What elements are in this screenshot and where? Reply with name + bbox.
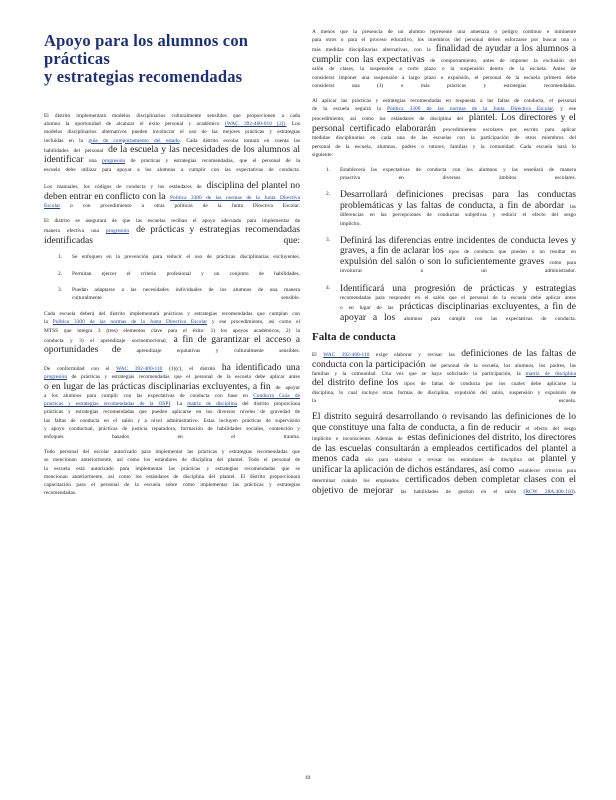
- list-number: 4.: [326, 284, 331, 291]
- list-item: [312, 236, 576, 276]
- text: de prácticas y estrategias recomendadas que el personal de la escuela debe aplicar antes: [71, 374, 300, 381]
- list-item: [44, 253, 300, 261]
- progression-link[interactable]: progresión: [44, 374, 68, 381]
- ospi-guide-link[interactable]: Conducta Guía de prácticas y estrategias recomendadas de la OSPI: [44, 393, 300, 408]
- text: . La: [170, 401, 183, 408]
- page-number: iii: [305, 774, 311, 781]
- list-item: [312, 166, 576, 182]
- text-large: certificados deben completar clases con el objetivo de mejorar: [312, 474, 576, 496]
- text: una: [88, 158, 97, 165]
- text: Cada escuela deberá del distrito implementará prácticas y estrategias recomendadas que cumplan con la: [44, 311, 300, 326]
- list-text: tipos de conducta que pueden o no resultar en: [448, 249, 576, 256]
- list-text: Se enfoquen en la prevención para reducir el uso de prácticas disciplinarias excluyentes.: [72, 254, 300, 261]
- text: aprendizaje equitativas y culturalmente sensibles.: [136, 348, 300, 355]
- paragraph-1: [312, 28, 576, 90]
- policy-3300-link[interactable]: Política 3300 de las normas de la Junta Directiva Escolar: [44, 194, 301, 210]
- text: de comportamiento, antes de imponer la exclusión del salón de clases, la suspensión a corto plazo o la suspensión dentro de la escuela. Antes de considerar imponer una suspensión a largo plazo o expulsión, el personal de la escuela primero debe considerar una (1) o más prácticas y estrategias recomendadas.: [312, 57, 576, 89]
- wac-link[interactable]: WAC 392-400-110: [116, 365, 163, 372]
- list-text-large: Definirá las diferencias entre incidentes de conducta leves y graves, a fin de aclarar los: [340, 234, 576, 257]
- rcw-link[interactable]: RCW 28A.400.110: [525, 488, 573, 495]
- discipline-matrix-link[interactable]: matriz de disciplina: [525, 371, 576, 378]
- policy-3300-link[interactable]: Política 3300 de las normas de la Junta Directiva Escolar: [387, 106, 553, 113]
- page-title: [44, 32, 300, 86]
- text: el efecto del sesgo implícito e inconsciente. Además de: [312, 425, 576, 443]
- list-item: [44, 286, 300, 302]
- progression-link[interactable]: progresión: [105, 228, 130, 235]
- text: El: [312, 352, 317, 359]
- paragraph-6: [44, 448, 300, 497]
- list-item: [312, 284, 576, 324]
- list-number: 1.: [58, 254, 63, 261]
- paragraph-1: [44, 112, 300, 174]
- list-text: recomendadas para responder en el salón que el personal de la escuela debe aplicar antes o en lugar de las: [340, 295, 576, 312]
- list-item: [312, 190, 576, 227]
- list-text: alumnos para cumplir con las expectativas de conducta.: [403, 315, 576, 322]
- title-line-2: y estrategias recomendadas: [44, 67, 243, 86]
- text: las habilidades de gestión en el salón (: [400, 488, 526, 495]
- paragraph-3: [44, 217, 300, 246]
- text: Los modelos disciplinarios alternativos pueden involucrar el uso de las mejores prácticas y estrategias incluidas en la: [44, 121, 300, 144]
- text: Al aplicar las prácticas y estrategias recomendadas en respuesta a las faltas de conducta, el personal de la escuela seguirá la: [312, 98, 576, 113]
- paragraph-2: [44, 181, 300, 210]
- wac-link[interactable]: (WAC 392-400-010 [2]).: [224, 121, 287, 128]
- text: El distrito implementará modelos disciplinarios culturalmente sensibles que proporcionen a cada alumno la oportunidad de alcanzar el éxito personal y académico: [44, 113, 300, 128]
- numbered-list: [312, 166, 576, 323]
- text-large: estas definiciones del distrito, los directores de las escuelas consultarán a empleados certificados del plantel a menos cada: [312, 432, 576, 465]
- progression-link[interactable]: progresión: [102, 158, 126, 165]
- policy-3300-link[interactable]: Política 3300 de las normas de la Junta Directiva Escolar: [52, 319, 208, 326]
- wac-link[interactable]: WAC 392-400-110: [323, 352, 370, 359]
- list-text-large: Identificará una progresión de prácticas y estrategias: [340, 282, 576, 294]
- text: de prácticas y estrategias recomendadas, que el personal de la escuela debe utilizar para apoyar a los alumnos a cumplir con las expectativas de conducta.: [44, 158, 300, 173]
- text: del distrito proporciona prácticas y estrategias recomendadas que pueden aplicarse en los diversos niveles de gravedad de las faltas de conducta en el salón y a nivel administrativo. Estas incluyen prácticas de supervisión y apoyo conductual, prácticas de justicia reparadora, formación de habilidades sociales, contención y enfoques basados en el trauma.: [44, 401, 300, 441]
- text: procedimientos escolares por escrito para aplicar medidas disciplinarias en cada una de las escuelas con la participación de otros miembros del personal de la escuela, alumnos, padres o tutores, familias y la comunidad. Cada escuela hará lo siguiente:: [312, 126, 576, 158]
- text: de apoyar a los alumnos para cumplir con las expectativas de conducta con base en: [44, 384, 300, 400]
- list-number: 2.: [326, 191, 331, 198]
- text: , y ese procedimiento, así como los estándares de disciplina del: [312, 106, 576, 123]
- text-large: plantel. Los directores y el personal certificado elaborarán: [312, 112, 576, 134]
- text: Todo personal del escolar autorizado para implementar las prácticas y estrategias recomendadas que se mencionan anteriormente, así como los estándares de disciplina del plantel. Todo el personal de la escuela está autorizado para implementar las prácticas y estrategias recomendadas que se mencionan anteriormente, así como los estándares de disciplina del plantel. El distrito proporcionará capacitación para el personal de la escuela sobre cómo implementar las prácticas y estrategias recomendadas.: [44, 449, 300, 497]
- list-text: Establecerá las expectativas de conducta con los alumnos y las enseñará de manera proactiva en diversos ámbitos escolares.: [340, 167, 576, 182]
- list-number: 3.: [326, 236, 331, 243]
- list-text-large: prácticas disciplinarias excluyentes, a fin de apoyar a los: [340, 301, 576, 323]
- text: tipos de faltas de conducta por los cuales debe aplicarse la disciplina, lo cual incluye otras formas de disciplina, expulsión del salón, suspensión y expulsión de la escuela.: [312, 381, 576, 405]
- text-large: a fin de garantizar el acceso a oportunidades de: [44, 333, 300, 356]
- text: o con procedimiento u otras políticas de la Junta Directiva Escolar.: [70, 203, 300, 210]
- text-large: de la escuela y las necesidades de los alumnos al identificar: [44, 143, 300, 166]
- title-line-1: Apoyo para los alumnos con prácticas: [44, 31, 249, 68]
- list-text-large: Desarrollará definiciones precisas para las conductas problemáticas y las faltas de conducta, a fin de abordar: [340, 189, 576, 211]
- paragraph-3: [312, 349, 576, 405]
- text-large: disciplina del plantel no deben entrar en conflicto con la: [44, 180, 301, 202]
- list-text-large: expulsión del salón o son lo suficientemente graves: [340, 255, 545, 267]
- list-number: 1.: [326, 167, 331, 174]
- text-large: definiciones de las faltas de conducta con la participación: [312, 348, 576, 370]
- text: El distrito se asegurará de que las escuelas reciban el apoyo adecuado para implementar de manera efectiva una: [44, 218, 300, 235]
- text-large: El distrito seguirá desarrollando o revisando las definiciones de lo que constituye una falta de conducta, a fin de reducir: [312, 411, 576, 433]
- text-large: o en lugar de las prácticas disciplinarias excluyentes, a fin: [44, 380, 271, 392]
- behavior-guide-link[interactable]: guía de comportamiento del estado: [88, 137, 180, 144]
- text: Los manuales, los códigos de conducta y los estándares de: [44, 184, 202, 191]
- text-large: plantel y unificar la aplicación de dichos estándares, así como: [312, 453, 576, 475]
- text: . Cada distrito escolar tomará en cuenta las habilidades del personal: [44, 137, 300, 154]
- paragraph-5: [44, 363, 300, 441]
- text: del personal de la escuela, los alumnos, los padres, las familias y la comunidad. Una vez que se haya solicitado la participación, la: [312, 362, 576, 378]
- numbered-list: [44, 253, 300, 302]
- text-large: de prácticas y estrategias recomendadas identificadas que:: [44, 224, 300, 246]
- list-item: [44, 270, 300, 278]
- right-column: [312, 28, 576, 503]
- paragraph-2: [312, 97, 576, 159]
- list-text: las diferencias en las percepciones de conductas subjetivas y reducir el efecto del sesgo implícito.: [340, 203, 576, 227]
- list-text: como para involucrar a un administrador.: [340, 259, 576, 275]
- list-text: Puedan adaptarse a las necesidades individuales de los alumnos de una manera culturalmente sensible.: [72, 286, 300, 302]
- list-number: 2.: [58, 270, 63, 277]
- text: De conformidad con el: [44, 365, 110, 372]
- paragraph-4: [312, 412, 576, 496]
- left-column: [44, 28, 300, 504]
- text: A menos que la presencia de un alumno represente una amenaza o peligro continuo e inminente para otros o para el proceso educativo, los miembros del personal deben esforzarse por buscar una o más medidas disciplinarias alternativas, con la: [312, 29, 576, 54]
- section-title: Falta de conducta: [312, 331, 396, 344]
- text-large: del distrito define los: [312, 377, 399, 389]
- text-large: ha identificado una: [221, 361, 300, 373]
- paragraph-4: [44, 310, 300, 356]
- text: exige elaborar y revisar las: [375, 352, 455, 359]
- text: y ese procedimiento, así como el MTSS que integra 3 (tres) elementos clave para el éxito: 1) los apoyos académicos, 2) la conducta y 3) el aprendizaje socioemocional,: [44, 319, 300, 344]
- list-number: 3.: [58, 286, 63, 293]
- text: ).: [572, 488, 576, 495]
- text: (1)(c), el distrito: [169, 365, 216, 372]
- list-text: Permitan ejercer el criterio profesional y un conjunto de habilidades.: [72, 270, 300, 277]
- text: año para elaborar o revisar los estándares de disciplina del: [365, 457, 535, 464]
- text: establecer criterios para determinar cuándo los empleados: [312, 467, 577, 485]
- text-large: finalidad de ayudar a los alumnos a cumplir con las expectativas: [312, 43, 576, 65]
- discipline-matrix-link[interactable]: matriz de disciplina: [187, 401, 238, 408]
